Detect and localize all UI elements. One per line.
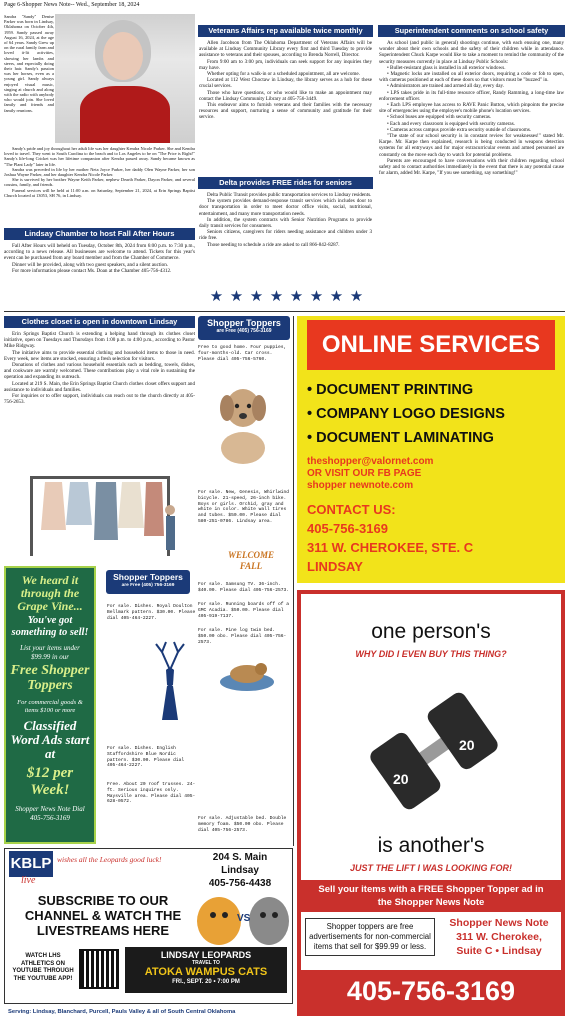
classified-ad: For sale. Dishes. Royal Doulton Bellmark pattern. $30.00. Please dial 405-464-2227. <box>107 604 196 621</box>
kblp-live: live <box>21 875 36 886</box>
service-item: • DOCUMENT PRINTING <box>307 382 474 398</box>
classified-ad: For sale. Samsung TV. 36-inch. $40.00. Please dial 405-756-2573. <box>198 582 289 593</box>
dumbbell-image <box>359 676 509 826</box>
star-icon: ★ <box>309 289 324 305</box>
kblp-ad <box>4 848 293 1004</box>
website-link[interactable]: shopper newnote.com <box>307 480 414 491</box>
superintendent-body: As school (and public in general) shootings continue, with each ensuing one, many wonder about their own schools and the safety of their children while in attendance. Superintendent Chuck Karpe would like to take a moment to remind the community of the security measures currently in place at Lindsay Public Schools: • Bullet-resistant glass is installed in all exterior windows. • Magnetic locks are installed on all exterior doors, requiring a code or fob to open, with cameras positioned at each of these doors so that visitors must be "buzzed" in. • Administrators are trained and armed all day, every day. • LPS takes pride in its full-time resource officer, Randy Ramming, a long-time law enforcement officer. • Each LPS employee has access to RAVE Panic Button, which pinpoints the precise site of emergencies using the employee's mobile phone's location services. • School buses are equipped with security cameras. • Each and every classroom is equipped with security cameras. • Cameras across campus provide extra security outside of classrooms. "The state of our school security is in constant review for weaknesses!" stated Mr. Karpe. Mr. Karpe then explained, research is being conducted in weapons detection systems for all entryways and for major extracurricular events and armed personnel are constantly on the move each day to watch for potential problems. Parents are encouraged to have conversations with their children regarding school safety and to contact authorities immediately in the event that there is any potential cause for alarm, added Mr. Karpe, "If you see something, say something!" <box>379 40 564 177</box>
delta-headline: Delta provides FREE rides for seniors <box>198 177 373 189</box>
vs-label: VS <box>237 913 251 924</box>
classified-ad: Free. About 20 roof trusses. 24-ft. Serious inquires only. Maysville area. Please dial 405-628-0572. <box>107 782 196 805</box>
kblp-city: Lindsay <box>221 865 259 876</box>
brand-name: Shopper News Note <box>449 917 549 929</box>
free-ad-info: Shopper toppers are free advertisements for non-commercial items that sell for $99.99 or less. <box>305 918 435 956</box>
welcome-fall-graphic: WELCOME FALL <box>227 550 274 571</box>
kblp-address: 204 S. Main <box>212 852 268 863</box>
sell-banner: Sell your items with a FREE Shopper Topper ad in the Shopper News Note <box>301 880 561 912</box>
grapevine-ad: We heard it through the Grape Vine... You've got something to sell! List your items under $99.99 in our Free Shopper Toppers For commercial goods & items $100 or more Classified Word Ads start at $12 per Week! Shopper News Note Dial 405-756-3169 <box>4 566 96 844</box>
shopper-toppers-badge: Shopper Toppers are Free (405) 756-3169 <box>198 316 290 340</box>
obituary-photo <box>55 14 195 143</box>
clothes-headline: Clothes closet is open in downtown Lindsay <box>4 316 195 328</box>
phone-banner: 405-756-3169 <box>301 970 561 1012</box>
veterans-headline: Veterans Affairs rep available twice monthly <box>198 25 373 37</box>
clothing-rack-image <box>20 470 180 558</box>
star-divider <box>199 288 374 306</box>
classified-ad: For sale. New, Genesis, Whirlwind bicycle. 21-speed, 26-inch bike. Boys or girls. Orchid, gray and white in color. White wall tires and tubes. $50.00. Please dial 580-251-0786. Lindsay area. <box>198 490 289 524</box>
classified-ad: Free to good home. Four puppies, four-months-old. Car cross. Please dial 405-756-5760. <box>198 345 287 362</box>
contact-address: 311 W. CHEROKEE, STE. C <box>307 540 474 555</box>
shopper-toppers-badge: Shopper Toppers are Free (405) 756-3169 <box>106 570 190 594</box>
kblp-phone: 405-756-4438 <box>208 878 272 889</box>
game-banner: LINDSAY LEOPARDS TRAVEL TO ATOKA WAMPUS CATS FRI., SEPT. 20 • 7:00 PM <box>125 947 287 993</box>
star-icon: ★ <box>209 289 224 305</box>
footer-serving: Serving: Lindsay, Blanchard, Purcell, Pauls Valley & all of South Central Oklahoma <box>8 1009 236 1015</box>
superintendent-headline: Superintendent comments on school safety <box>378 25 565 37</box>
services-list <box>307 378 505 450</box>
email-link[interactable]: theshopper@valornet.com <box>307 456 434 467</box>
fb-text: OR VISIT OUR FB PAGE <box>307 468 422 479</box>
chamber-headline: Lindsay Chamber to host Fall After Hours <box>4 228 195 240</box>
tagline-1: WHY DID I EVEN BUY THIS THING? <box>355 649 507 659</box>
youtube-note: WATCH LHS ATHLETICS ON YOUTUBE THROUGH THE YOUTUBE APP! <box>12 953 74 982</box>
star-icon: ★ <box>289 289 304 305</box>
service-item: • DOCUMENT LAMINATING <box>307 430 494 446</box>
classified-ad: For sale. Adjustable bed. Double memory foam. $50.00 obo. Please dial 405-756-2573. <box>198 816 287 833</box>
dog-on-bed-image <box>218 652 276 692</box>
clothes-body: Erin Springs Baptist Church is extending a helping hand through its clothes closet initiative, open on Tuesdays and Thursdays from 1:00 p.m. to 4:00 p.m., according to Pastor Mike Ridgway. The initiative aims to provide essential clothing and household items to those in need. Every week, new items are stocked, ensuring a fresh selection for visitors. Donations of clothes and various household essentials such as bedding, towels, dishes, and cookware are warmly welcomed. These contributions play a vital role in sustaining the operation and expanding its outreach. Located at 219 S. Main, the Erin Springs Baptist Church clothes closet offers support and assistance to individuals and families. For inquiries or to offer support, individuals can reach out to the church directly at 405-756-2653. <box>4 331 195 406</box>
puppy-image <box>213 370 273 466</box>
mascots-image <box>195 893 291 949</box>
obituary-intro: Sandra "Sandy" Denise Parker was born in Lindsay, Oklahoma on October 4th, 1959. Sandy passed away August 16, 2024, at the age of 64 years. Sandy Grew up on the rural family farm and loved it-lit activities, showing her lambs and steers, and especially doing their hair. Sandy's passion was her horses, even as a young girl. Sandy always enjoyed visual music, singing at church and along with the radio with anybody who would join. She loved family and friends and family reunions. <box>4 14 54 113</box>
classified-ad: For sale. Dishes. English Staffordshire Blue Nordic pattern. $30.00. Please dial 405-464-2227. <box>107 746 185 769</box>
star-icon: ★ <box>269 289 284 305</box>
kblp-logo: KBLP <box>9 851 53 877</box>
contact-city: LINDSAY <box>307 559 363 574</box>
qr-code[interactable] <box>79 949 119 989</box>
dumbbell-weight-label: 20 <box>393 771 409 787</box>
veterans-body: Allen Jacobson from The Oklahoma Department of Veterans Affairs will be available at Lindsay Community Library every first and third Tuesday to provide assistance to veterans and their spouses, according to Brenda Norrell, Director. From 9:00 am to 3:00 pm, individuals can seek support for any inquiries they may have. Whether opting for a walk-in or a scheduled appointment, all are welcome. Located at 112 West Choctaw in Lindsay, the library serves as a hub for these crucial services. Those who have questions, or who would like to make an appointment may contact the Lindsay Community Library at 405-756-3449. This endeavor aims to furnish veterans and their families with the necessary resources and support, nurturing a sense of community and gratitude for their service. <box>199 40 372 121</box>
kblp-subscribe: SUBSCRIBE TO OUR CHANNEL & WATCH THE LIVESTREAMS HERE <box>24 893 182 938</box>
kblp-wishes: wishes all the Leopards good luck! <box>57 855 162 864</box>
online-services-ad <box>297 316 565 583</box>
star-icon: ★ <box>349 289 364 305</box>
obituary-body: Sandy's pride and joy throughout her adult life was her daughter Kendra Nicole Parker. She and Kendra loved to travel. They went to South Carolina to the beach and to Los Angeles to be on "The Price is Right!" Sandy's life-long Cricket was her lifetime companion after Kendra passed away. Sandy became known as "The Plant Lady" later in life. Sandra was preceded in life by her mother Neta Joyce Parker, her daddy Olen Wayne Parker, her son Joshua Wayne Parker, and her daughter Kendra Nicole Parker. She is survived by her brother Wayne Keith Parker, nephew Dearth Parker, Dayon Parker, and several cousins, family, and friends. Funeral services will be held at 11:00 a.m. on Saturday, September 21, 2024, at Erin Springs Baptist Church located at 13053, SH 76, in Lindsay. <box>4 146 195 198</box>
classified-ad: For sale. Running boards off of a GMC Acadia. $50.00. Please dial 405-919-7137. <box>198 602 289 619</box>
contact-phone: 405-756-3169 <box>307 521 388 536</box>
online-services-title: ONLINE SERVICES <box>307 320 555 370</box>
chamber-body: Fall After Hours will beheld on Tuesday, October 8th, 2024 from 6:00 p.m. to 7:30 p.m., according to a news release. All businesses are welcome to attend. Tickets for this year's event can be purchased from any board member and from the Chamber of Commerce. Dinner will be provided, along with two guest speakers, and a silent auction. For more information please contact Ms. Doan at the Chamber 405-756-4312. <box>4 243 195 274</box>
contact-label: CONTACT US: <box>307 502 396 517</box>
page-header: Page 6-Shopper News Note-- Wed., September 18, 2024 <box>4 2 140 8</box>
star-icon: ★ <box>249 289 264 305</box>
tagline-2: JUST THE LIFT I WAS LOOKING FOR! <box>350 863 512 873</box>
star-icon: ★ <box>229 289 244 305</box>
anothers-text: is another's <box>377 834 485 857</box>
brand-address: 311 W. Cherokee, <box>456 931 542 943</box>
star-icon: ★ <box>329 289 344 305</box>
service-item: • COMPANY LOGO DESIGNS <box>307 406 505 422</box>
delta-body: Delta Public Transit provides public transportation services to Lindsay residents. The system provides demand-response transit services which includes door to door transportation in order to meet doctor office visits, social, nutritional, entertainment, and many more transportation needs. In addition, the system contracts with Senior Nutrition Programs to provide daily transit services for consumers. Seniors citizens, caregivers for riders needing assistance and children under 3 ride free. Those needing to schedule a ride are asked to call 866-842-8287. <box>199 192 372 248</box>
brand-suite: Suite C • Lindsay <box>456 945 542 957</box>
classified-ad: For sale. Pine log twin bed. $50.00 obo. Please dial 405-756-2573. <box>198 628 287 645</box>
deer-image <box>150 640 190 724</box>
dumbbell-weight-label: 20 <box>459 737 475 753</box>
one-persons-ad <box>297 590 565 1016</box>
one-persons-text: one person's <box>371 620 491 643</box>
